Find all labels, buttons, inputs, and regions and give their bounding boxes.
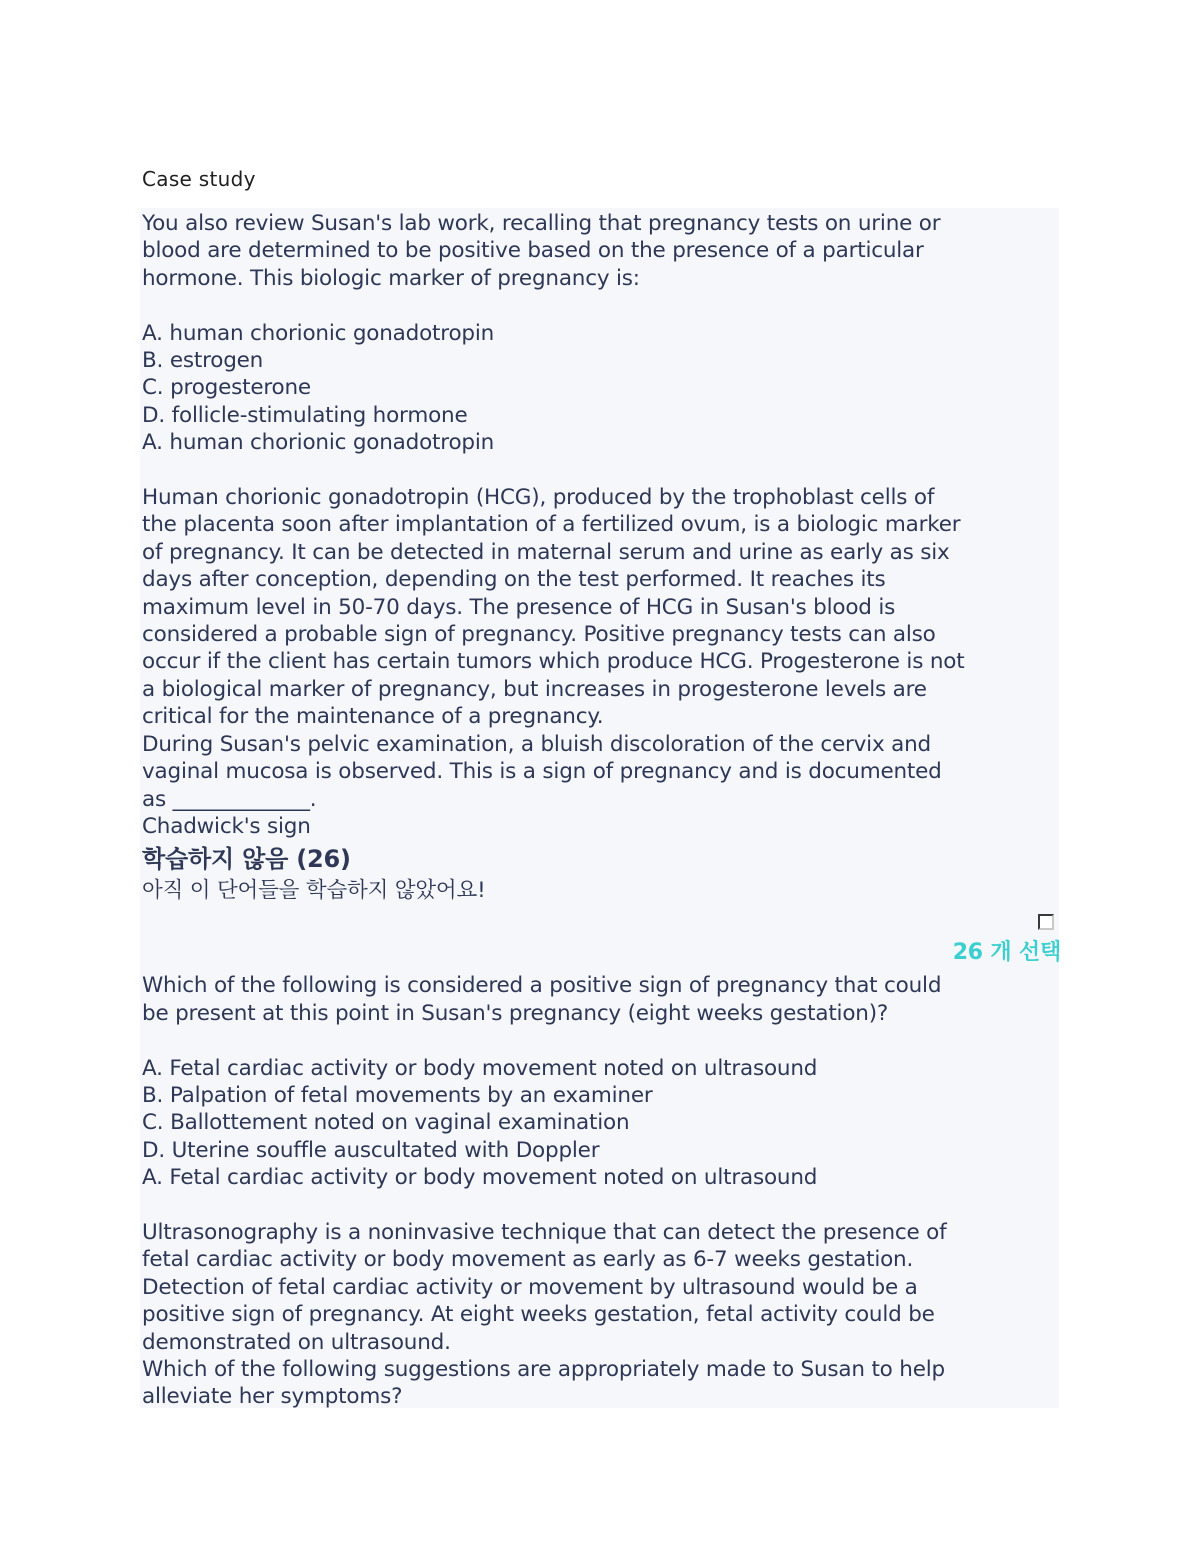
question-4	[142, 1356, 1062, 1411]
question-1-explanation-line: occur if the client has certain tumors which produce HCG. Progesterone is not	[142, 649, 965, 675]
question-1-option-b: B. estrogen	[142, 348, 264, 374]
question-1-explanation-line: Human chorionic gonadotropin (HCG), produced by the trophoblast cells of	[142, 485, 935, 511]
question-2-text-line: vaginal mucosa is observed. This is a sign of pregnancy and is documented	[142, 759, 942, 785]
question-1-explanation-line: the placenta soon after implantation of a fertilized ovum, is a biologic marker	[142, 512, 961, 538]
spacer	[142, 292, 1062, 319]
question-4-text-line: alleviate her symptoms?	[142, 1384, 403, 1410]
question-3-option-a: A. Fetal cardiac activity or body movement noted on ultrasound	[142, 1055, 818, 1081]
question-3	[142, 972, 1062, 1356]
select-all-checkbox[interactable]	[1038, 914, 1054, 930]
spacer	[142, 457, 1062, 484]
select-count-row	[142, 938, 1062, 972]
question-1-text-line: hormone. This biologic marker of pregnancy is:	[142, 265, 640, 291]
question-1-text-line: blood are determined to be positive based on the presence of a particular	[142, 238, 924, 264]
question-3-explanation-line: fetal cardiac activity or body movement as early as 6-7 weeks gestation.	[142, 1247, 914, 1273]
question-1-explanation-line: maximum level in 50-70 days. The presence of HCG in Susan's blood is	[142, 594, 896, 620]
question-2-text-line: as _____________.	[142, 786, 317, 812]
not-studied-heading: 학습하지 않음 (26)	[142, 845, 351, 874]
question-3-option-d: D. Uterine souffle auscultated with Doppler	[142, 1137, 600, 1163]
question-3-option-c: C. Ballottement noted on vaginal examination	[142, 1110, 630, 1136]
question-3-text-line: Which of the following is considered a positive sign of pregnancy that could	[142, 973, 942, 999]
select-count-button[interactable]: 26 개 선택	[952, 940, 1061, 966]
question-2-answer: Chadwick's sign	[142, 813, 311, 839]
question-3-text-line: be present at this point in Susan's pregnancy (eight weeks gestation)?	[142, 1000, 889, 1026]
question-2	[142, 731, 1062, 841]
question-3-explanation-line: positive sign of pregnancy. At eight weeks gestation, fetal activity could be	[142, 1302, 935, 1328]
question-1-explanation-line: critical for the maintenance of a pregnancy.	[142, 704, 604, 730]
question-1-answer: A. human chorionic gonadotropin	[142, 430, 495, 456]
question-1-option-c: C. progesterone	[142, 375, 311, 401]
select-row	[142, 906, 1062, 938]
question-3-option-b: B. Palpation of fetal movements by an examiner	[142, 1082, 653, 1108]
question-3-answer: A. Fetal cardiac activity or body movement noted on ultrasound	[142, 1165, 818, 1191]
flashcard-content	[142, 210, 1062, 1411]
question-1-explanation-line: days after conception, depending on the test performed. It reaches its	[142, 567, 886, 593]
not-studied-section	[142, 842, 1062, 972]
not-studied-subtext: 아직 이 단어들을 학습하지 않았어요!	[142, 878, 486, 904]
question-4-text-line: Which of the following suggestions are appropriately made to Susan to help	[142, 1356, 945, 1382]
question-1-explanation-line: of pregnancy. It can be detected in maternal serum and urine as early as six	[142, 539, 950, 565]
question-1-text-line: You also review Susan's lab work, recalling that pregnancy tests on urine or	[142, 211, 941, 236]
spacer	[142, 1027, 1062, 1054]
question-1-explanation-line: considered a probable sign of pregnancy. Positive pregnancy tests can also	[142, 622, 936, 648]
question-3-explanation-line: Ultrasonography is a noninvasive technique that can detect the presence of	[142, 1219, 947, 1245]
question-2-text-line: During Susan's pelvic examination, a bluish discoloration of the cervix and	[142, 731, 931, 757]
question-1-explanation-line: a biological marker of pregnancy, but increases in progesterone levels are	[142, 676, 927, 702]
question-3-explanation-line: demonstrated on ultrasound.	[142, 1329, 451, 1355]
document-title: Case study	[142, 167, 256, 191]
question-3-explanation-line: Detection of fetal cardiac activity or movement by ultrasound would be a	[142, 1274, 918, 1300]
question-1-option-d: D. follicle-stimulating hormone	[142, 402, 468, 428]
question-1	[142, 210, 1062, 731]
spacer	[142, 1192, 1062, 1219]
question-1-option-a: A. human chorionic gonadotropin	[142, 320, 495, 346]
